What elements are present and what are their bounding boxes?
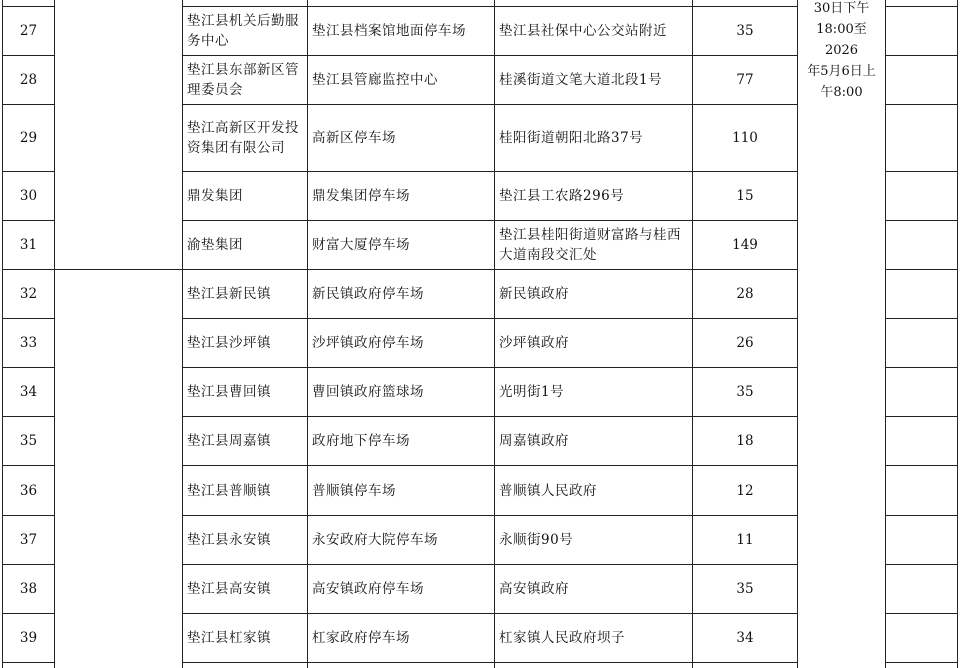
space-count: 35 <box>693 565 798 614</box>
space-count: 26 <box>693 319 798 368</box>
remark-cell <box>886 56 958 105</box>
parking-lot-name: 鼎发集团停车场 <box>308 172 495 221</box>
parking-address: 普顺镇人民政府 <box>495 466 693 516</box>
remark-cell <box>886 270 958 319</box>
parking-address: 垫江县工农路296号 <box>495 172 693 221</box>
parking-address: 新民镇政府 <box>495 270 693 319</box>
row-number: 27 <box>3 7 55 56</box>
category-cell <box>55 270 183 668</box>
remark-cell <box>886 614 958 663</box>
cell <box>308 663 495 668</box>
parking-lot-name: 政府地下停车场 <box>308 417 495 466</box>
parking-address: 光明街1号 <box>495 368 693 417</box>
remark-cell <box>886 172 958 221</box>
parking-lot-name: 普顺镇停车场 <box>308 466 495 516</box>
cell <box>495 663 693 668</box>
parking-lot-name: 财富大厦停车场 <box>308 221 495 270</box>
unit-name: 垫江县新民镇 <box>183 270 308 319</box>
unit-name: 垫江县永安镇 <box>183 516 308 565</box>
space-count: 15 <box>693 172 798 221</box>
row-number: 36 <box>3 466 55 516</box>
parking-address: 沙坪镇政府 <box>495 319 693 368</box>
parking-address: 杠家镇人民政府坝子 <box>495 614 693 663</box>
space-count: 35 <box>693 368 798 417</box>
row-number: 39 <box>3 614 55 663</box>
parking-address: 垫江县桂阳街道财富路与桂西大道南段交汇处 <box>495 221 693 270</box>
parking-address: 垫江县社保中心公交站附近 <box>495 7 693 56</box>
row-number: 32 <box>3 270 55 319</box>
cell <box>3 663 55 668</box>
row-number: 30 <box>3 172 55 221</box>
cell <box>886 663 958 668</box>
space-count: 110 <box>693 105 798 172</box>
open-time-line: 18:00至2026 <box>816 22 867 58</box>
remark-cell <box>886 417 958 466</box>
parking-lot-name: 高新区停车场 <box>308 105 495 172</box>
remark-cell <box>886 516 958 565</box>
remark-cell <box>886 7 958 56</box>
space-count: 18 <box>693 417 798 466</box>
cell <box>693 663 798 668</box>
open-time-line: 年5月6日上 <box>807 64 876 79</box>
open-time-line: 30日下午 <box>813 1 870 16</box>
row-number: 37 <box>3 516 55 565</box>
space-count: 28 <box>693 270 798 319</box>
space-count: 12 <box>693 466 798 516</box>
category-cell <box>55 0 183 270</box>
parking-lot-name: 沙坪镇政府停车场 <box>308 319 495 368</box>
space-count: 34 <box>693 614 798 663</box>
parking-lot-name: 垫江县管廊监控中心 <box>308 56 495 105</box>
parking-address: 高安镇政府 <box>495 565 693 614</box>
parking-address: 桂阳街道朝阳北路37号 <box>495 105 693 172</box>
unit-name: 垫江高新区开发投资集团有限公司 <box>183 105 308 172</box>
parking-lot-name: 新民镇政府停车场 <box>308 270 495 319</box>
unit-name: 垫江县杠家镇 <box>183 614 308 663</box>
remark-cell <box>886 105 958 172</box>
row-number: 38 <box>3 565 55 614</box>
unit-name: 鼎发集团 <box>183 172 308 221</box>
row-number: 33 <box>3 319 55 368</box>
space-count: 149 <box>693 221 798 270</box>
parking-address: 桂溪街道文笔大道北段1号 <box>495 56 693 105</box>
remark-cell <box>886 466 958 516</box>
parking-lot-name: 杠家政府停车场 <box>308 614 495 663</box>
unit-name: 垫江县沙坪镇 <box>183 319 308 368</box>
cell <box>183 663 308 668</box>
space-count: 77 <box>693 56 798 105</box>
row-number: 34 <box>3 368 55 417</box>
parking-lot-table <box>2 0 958 668</box>
remark-cell <box>886 565 958 614</box>
parking-lot-name: 永安政府大院停车场 <box>308 516 495 565</box>
unit-name: 垫江县普顺镇 <box>183 466 308 516</box>
parking-lot-name: 曹回镇政府篮球场 <box>308 368 495 417</box>
unit-name: 垫江县周嘉镇 <box>183 417 308 466</box>
remark-cell <box>886 368 958 417</box>
parking-lot-name: 垫江县档案馆地面停车场 <box>308 7 495 56</box>
unit-name: 垫江县高安镇 <box>183 565 308 614</box>
row-number: 29 <box>3 105 55 172</box>
remark-cell <box>886 221 958 270</box>
row-number: 31 <box>3 221 55 270</box>
parking-lot-name: 高安镇政府停车场 <box>308 565 495 614</box>
parking-address: 周嘉镇政府 <box>495 417 693 466</box>
unit-name: 垫江县曹回镇 <box>183 368 308 417</box>
row-number: 28 <box>3 56 55 105</box>
unit-name: 垫江县东部新区管理委员会 <box>183 56 308 105</box>
space-count: 35 <box>693 7 798 56</box>
open-time-line: 午8:00 <box>820 85 863 100</box>
space-count: 11 <box>693 516 798 565</box>
parking-address: 永顺街90号 <box>495 516 693 565</box>
row-number: 35 <box>3 417 55 466</box>
unit-name: 渝垫集团 <box>183 221 308 270</box>
remark-cell <box>886 319 958 368</box>
unit-name: 垫江县机关后勤服务中心 <box>183 7 308 56</box>
open-time-cell <box>798 0 886 668</box>
